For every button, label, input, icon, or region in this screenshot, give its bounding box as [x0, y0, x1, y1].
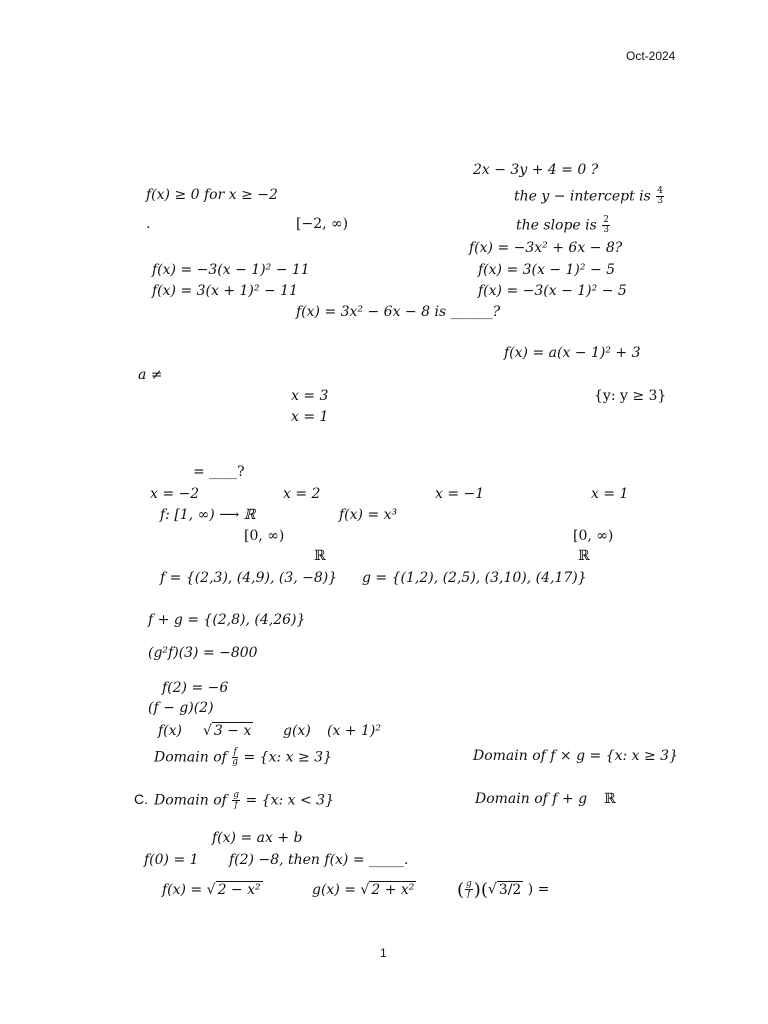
option-a2: f(x) = 3(x + 1)² − 11 [152, 283, 298, 299]
radicand: 3/2 [498, 881, 522, 898]
option-b1: f(x) = 3(x − 1)² − 5 [478, 262, 616, 278]
fraction-numerator: g [466, 879, 472, 889]
question-fx-sqrt [203, 723, 253, 739]
fraction-2-3 [602, 216, 610, 235]
option-f-of-2: f(2) = −6 [162, 680, 229, 696]
fraction-numerator: 4 [657, 186, 664, 196]
fraction-4-3 [656, 187, 664, 206]
question-f-of-2-then: f(2) −8, then f(x) = _____. [229, 852, 409, 868]
option-x-1: x = 1 [591, 486, 629, 502]
question-quadratic-2: f(x) = 3x² − 6x − 8 is ______? [296, 304, 501, 320]
option-x-neg2: x = −2 [150, 486, 200, 502]
radicand: 2 − x² [217, 882, 261, 898]
fraction-denominator: f [234, 800, 238, 810]
a-not-equal: a ≠ [138, 367, 163, 383]
radicand: 2 + x² [371, 882, 415, 898]
option-a1: f(x) = −3(x − 1)² − 11 [152, 262, 310, 278]
option-c-label: C. [134, 791, 148, 807]
fraction-g-over-f [465, 880, 473, 899]
question-set-f: f = {(2,3), (4,9), (3, −8)} [160, 570, 338, 586]
option-domain-value: = {x: x ≥ 3} [239, 749, 332, 766]
question-g-over-f-eval [457, 880, 549, 899]
option-x-2: x = 2 [283, 486, 321, 502]
fraction-numerator: f [233, 747, 237, 757]
option-g2f: (g²f)(3) = −800 [148, 645, 258, 661]
question-set-g: g = {(1,2), (2,5), (3,10), (4,17)} [362, 570, 587, 586]
open-paren: ( [457, 879, 465, 901]
question-gx-sqrt2 [312, 882, 416, 898]
question-quadratic: f(x) = −3x² + 6x − 8? [469, 240, 623, 256]
option-domain-value: = {x: x < 3} [241, 792, 334, 809]
option-domain-label: Domain of [154, 749, 232, 766]
function-label: f(x) = [162, 882, 207, 898]
option-slope-text: the slope is [516, 217, 602, 234]
sqrt-sign-icon: √ [360, 882, 370, 898]
option-domain-g-over-f [154, 791, 334, 810]
fraction-denominator: 3 [603, 225, 610, 235]
question-mapping: f: [1, ∞) ⟶ ℝ [160, 507, 256, 523]
question-blank: = ____? [193, 464, 245, 480]
option-x-equals-3: x = 3 [291, 388, 329, 404]
question-fx-nonneg: f(x) ≥ 0 for x ≥ −2 [146, 187, 278, 203]
question-cube: f(x) = x³ [339, 507, 398, 523]
dot-mark: . [146, 216, 151, 232]
sqrt-sign-icon: √ [206, 882, 216, 898]
option-domain-f-plus-g: Domain of f + g [475, 791, 588, 807]
header-date: Oct-2024 [626, 49, 676, 63]
option-f-minus-g: (f − g)(2) [148, 700, 214, 716]
option-domain-label: Domain of [154, 792, 232, 809]
question-f-of-0: f(0) = 1 [144, 852, 199, 868]
question-fx-sqrt2 [162, 882, 263, 898]
option-range-y: {y: y ≥ 3} [594, 388, 667, 404]
radicand: 3 − x [213, 723, 252, 739]
fraction-numerator: 2 [603, 215, 610, 225]
fraction-denominator: f [467, 889, 471, 899]
close-paren: ) [473, 879, 481, 901]
option-domain-reals: ℝ [604, 791, 616, 807]
question-vertex-form: f(x) = a(x − 1)² + 3 [504, 345, 641, 361]
fraction-f-over-g [232, 748, 238, 767]
open-paren: ( [480, 879, 488, 901]
option-interval-0-inf-a: [0, ∞) [244, 528, 285, 544]
option-b2: f(x) = −3(x − 1)² − 5 [478, 283, 627, 299]
option-f-plus-g: f + g = {(2,8), (4,26)} [148, 612, 306, 628]
option-interval-0-inf-b: [0, ∞) [573, 528, 614, 544]
option-x-equals-1: x = 1 [291, 409, 329, 425]
option-y-intercept-text: the y − intercept is [514, 188, 656, 205]
question-gx-label: g(x) [283, 723, 311, 739]
option-x-neg1: x = −1 [435, 486, 485, 502]
sqrt-sign-icon: √ [203, 723, 212, 739]
option-domain-f-times-g: Domain of f × g = {x: x ≥ 3} [473, 748, 678, 764]
option-domain-f-over-g [154, 748, 332, 767]
option-reals-b: ℝ [578, 548, 590, 564]
fraction-numerator: g [233, 790, 240, 800]
interval-neg2-inf: [−2, ∞) [296, 216, 349, 232]
fraction-denominator: g [232, 757, 239, 767]
function-label: g(x) = [312, 882, 361, 898]
option-slope [516, 216, 611, 235]
equals-tail: ) = [523, 881, 550, 898]
question-gx-expr: (x + 1)² [327, 723, 381, 739]
option-reals-a: ℝ [314, 548, 326, 564]
page-number: 1 [380, 946, 387, 960]
fraction-g-over-f [232, 791, 240, 810]
question-fx-label: f(x) [158, 723, 183, 739]
question-line-equation: 2x − 3y + 4 = 0 ? [473, 162, 599, 178]
fraction-denominator: 3 [657, 196, 664, 206]
question-linear: f(x) = ax + b [212, 830, 303, 846]
option-y-intercept [514, 187, 665, 206]
sqrt-sign-icon: √ [487, 881, 497, 898]
